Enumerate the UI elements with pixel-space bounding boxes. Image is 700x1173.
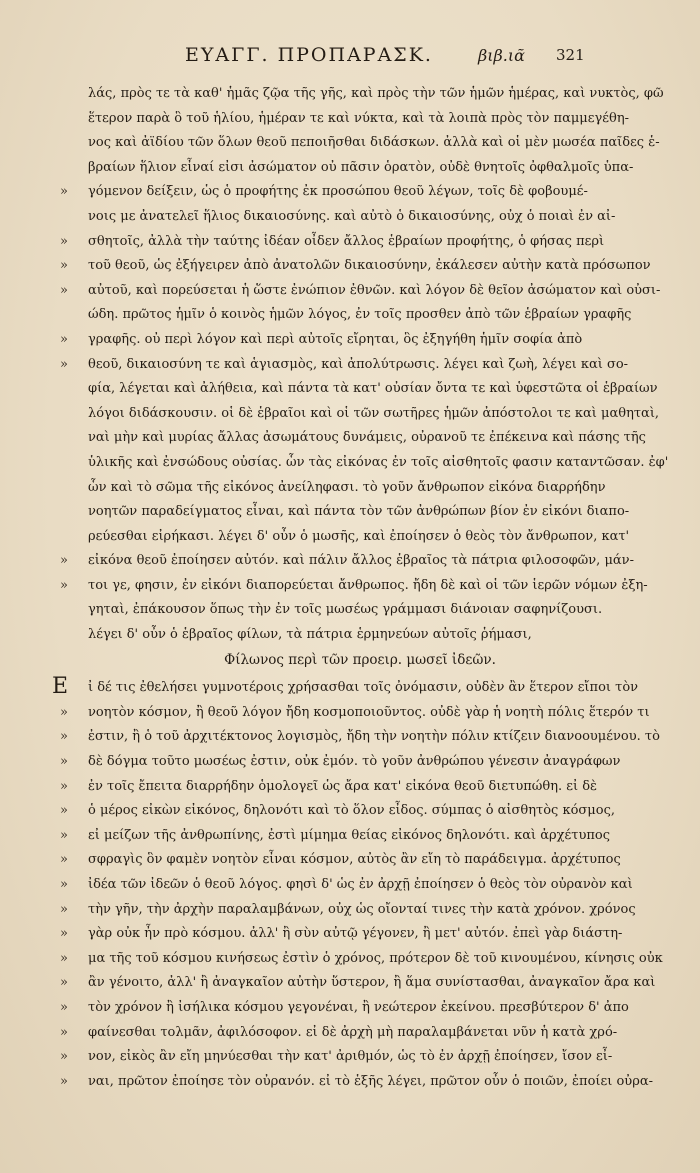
line-text: ἂν γένοιτο, ἀλλ' ἢ ἀναγκαῖον αὐτὴν ὕστερον, ἢ ἅμα συνίστασθαι, ἀναγκαῖον ἄρα καὶ [88,975,656,991]
text-line [60,922,660,947]
text-line [52,674,660,701]
quotation-mark: » [60,877,68,892]
line-text: νοις με ἀνατελεῖ ἥλιος δικαιοσύνης. καὶ αὐτὸ ὁ δικαιοσύνης, οὐχ ὁ ποιαὶ ἐν αἰ- [88,208,616,224]
text-line [60,205,660,230]
line-text: λέγει δ' οὖν ὁ ἑβραῖος φίλων, τὰ πάτρια ἑρμηνεύων αὐτοῖς ῥήμασι, [88,627,532,643]
text-line [60,623,660,648]
quotation-mark: » [60,184,68,200]
text-line [60,82,664,107]
quotation-mark: » [60,1049,68,1065]
line-text: δὲ δόγμα τοῦτο μωσέως ἐστιν, οὐκ ἐμόν. τὸ γοῦν ἀνθρώπου γένεσιν ἀναγράφων [88,754,621,770]
text-line [60,230,660,255]
line-text: ώδη. πρῶτος ἡμῖν ὁ κοινὸς ἡμῶν λόγος, ἐν τοῖς προσθεν ἀπὸ τῶν ἑβραίων γραφῆς [88,307,632,323]
text-line [60,701,660,726]
quotation-mark: » [60,1073,68,1089]
line-text: ἐν τοῖς ἔπειτα διαρρήδην ὁμολογεῖ ὡς ἄρα κατ' εἰκόνα θεοῦ διετυπώθη. εἰ δὲ [88,778,598,794]
line-text: τὸν χρόνον ἢ ἰσήλικα κόσμου γεγονέναι, ἢ νεώτερον ἐκείνου. πρεσβύτερον δ' ἀπο [88,999,629,1015]
line-text: μα τῆς τοῦ κόσμου κινήσεως ἐστὶν ὁ χρόνος, πρότερον δὲ τοῦ κινουμένου, κίνησις οὐκ [88,950,663,966]
text-line [60,824,660,849]
line-text: σφραγὶς ὃν φαμὲν νοητὸν εἶναι κόσμον, αὐτὸς ἂν εἴη τὸ παράδειγμα. ἀρχέτυπος [88,852,621,868]
line-text: λάς, πρὸς τε τὰ καθ' ἡμᾶς ζῷα τῆς γῆς, καὶ πρὸς τὴν τῶν ἡμῶν ἡμέρας, καὶ νυκτὸς, φῶ [88,86,664,101]
line-text: γόμενον δείξειν, ὡς ὁ προφήτης ἐκ προσώπου θεοῦ λέγων, τοῖς δὲ φοβουμέ- [88,184,588,200]
quotation-mark: » [60,729,68,745]
text-line [60,898,660,923]
line-text: εἰ μείζων τῆς ἀνθρωπίνης, ἐστὶ μίμημα θείας εἰκόνος δηλονότι. καὶ ἀρχέτυπος [88,827,611,843]
text-line [60,947,663,972]
line-text: ναι, πρῶτον ἐποίησε τὸν οὐρανόν. εἰ τὸ ἑξῆς λέγει, πρῶτον οὖν ὁ ποιῶν, ἐποίει οὐρα- [88,1073,654,1089]
text-line [60,500,660,525]
text-line [60,1021,660,1046]
text-line [60,725,660,750]
text-line [60,107,660,132]
body-text [52,82,669,1094]
line-text: ὁ μέρος εἰκὼν εἰκόνος, δηλονότι καὶ τὸ ὅλον εἶδος. σύμπας ὁ αἰσθητὸς κόσμος, [88,803,615,819]
text-line [60,451,669,476]
line-text: τοῦ θεοῦ, ὡς ἐξήγειρεν ἀπὸ ἀνατολῶν δικαιοσύνην, ἐκάλεσεν αὐτὴν κατὰ πρόσωπον [88,258,651,274]
text-line [60,476,660,501]
quotation-mark: » [60,754,68,770]
text-line [60,873,660,898]
text-line [60,549,660,574]
text-line [60,156,660,181]
text-line [60,598,660,623]
line-text: αὐτοῦ, καὶ πορεύσεται ἡ ὥστε ἐνώπιον ἐθνῶν. καὶ λόγον δὲ θεῖον ἀσώματον καὶ οὐσι- [88,282,661,298]
line-text: λόγοι διδάσκουσιν. οἱ δὲ ἑβραῖοι καὶ οἱ τῶν σωτῆρες ἡμῶν ἀπόστολοι τε καὶ μαθηταὶ, [88,405,660,421]
line-text: βραίων ἥλιον εἶναί εἰσι ἀσώματον οὐ πᾶσιν ὁρατὸν, οὐδὲ θνητοῖς ὀφθαλμοῖς ὑπα- [88,159,634,175]
text-line [60,328,660,353]
line-text: νοητῶν παραδείγματος εἶναι, καὶ πάντα τὸν τῶν ἀνθρώπων βίον ἐν εἰκόνι διαπο- [88,504,630,520]
text-line [60,525,660,550]
text-line [60,131,660,156]
line-text: ὧν καὶ τὸ σῶμα τῆς εἰκόνος ἀνείληφασι. τὸ γοῦν ἄνθρωπον εἰκόνα διαρρήδην [88,479,606,495]
line-text: ἰ δέ τις ἐθελήσει γυμνοτέροις χρήσασθαι τοῖς ὀνόμασιν, οὐδὲν ἂν ἕτερον εἴποι τὸν [88,680,639,696]
text-line [60,971,660,996]
page-header [0,44,700,70]
text-line [60,750,660,775]
line-text: τὴν γῆν, τὴν ἀρχὴν παραλαμβάνων, οὐχ ὡς οἴονταί τινες τὴν κατὰ χρόνον. χρόνος [88,901,636,917]
quotation-mark: » [60,827,68,843]
text-line [60,377,660,402]
quotation-mark: » [60,331,68,347]
line-text: γὰρ οὐκ ἦν πρὸ κόσμου. ἀλλ' ἢ σὺν αὐτῷ γέγονεν, ἢ μετ' αὐτόν. ἐπεὶ γὰρ διάστη- [88,926,623,942]
text-line [60,303,660,328]
quotation-mark: » [60,926,68,942]
line-text: ἐστιν, ἢ ὁ τοῦ ἀρχιτέκτονος λογισμὸς, ἤδη τὴν νοητὴν πόλιν κτίζειν διανοουμένου. τὸ [88,729,660,745]
quotation-mark: » [60,258,68,274]
line-text: γηταὶ, ἐπάκουσον ὅπως τὴν ἐν τοῖς μωσέως γράμμασι διάνοιαν σαφηνίζουσι. [88,602,603,618]
running-title: ΕΥΑΓΓ. ΠΡΟΠΑΡΑΣΚ. [185,44,433,66]
line-text: φαίνεσθαι τολμᾶν, ἀφιλόσοφον. εἰ δὲ ἀρχὴ μὴ παραλαμβάνεται νῦν ἡ κατὰ χρό- [88,1024,618,1040]
text-line [60,848,660,873]
text-line [60,1070,660,1095]
page-number: 321 [556,46,585,64]
line-text: ναὶ μὴν καὶ μυρίας ἄλλας ἀσωμάτους δυνάμεις, οὐρανοῦ τε ἐπέκεινα καὶ πάσης τῆς [88,430,646,446]
text-line [60,574,660,599]
text-line [60,426,660,451]
line-text: σθητοῖς, ἀλλὰ τὴν ταύτης ἰδέαν οἶδεν ἄλλος ἑβραίων προφήτης, ὁ φήσας περὶ [88,233,605,249]
book-section-reference: βιβ.ιᾶ [478,46,525,65]
quotation-mark: » [60,282,68,298]
subheading: Φίλωνος περὶ τῶν προειρ. μωσεῖ ἰδεῶν. [224,651,496,668]
line-text: νος καὶ ἀϊδίου τῶν ὅλων θεοῦ πεποιῆσθαι διδάσκων. ἀλλὰ καὶ οἱ μὲν μωσέα παῖδες ἑ- [88,135,660,151]
quotation-mark: » [60,778,68,794]
quotation-mark: » [60,1024,68,1040]
line-text: γραφῆς. οὐ περὶ λόγον καὶ περὶ αὐτοῖς εἴρηται, ὃς ἐξηγήθη ἡμῖν σοφία ἀπὸ [88,331,583,347]
line-text: ὑλικῆς καὶ ἐνσώδους οὐσίας. ὧν τὰς εἰκόνας ἐν τοῖς αἰσθητοῖς φασιν καταντῶσαν. ἐφ' [88,454,669,470]
line-text: τοι γε, φησιν, ἐν εἰκόνι διαπορεύεται ἄνθρωπος. ἤδη δὲ καὶ οἱ τῶν ἱερῶν νόμων ἐξη- [88,577,648,593]
quotation-mark: » [60,553,68,569]
text-line [60,799,660,824]
quotation-mark: » [60,852,68,868]
quotation-mark: » [60,356,68,372]
text-line [60,353,660,378]
drop-capital: Ε [52,674,69,700]
text-line [60,775,660,800]
quotation-mark: » [60,975,68,991]
text-line [60,254,660,279]
quotation-mark: » [60,901,68,917]
text-line [60,402,660,427]
text-line [60,996,660,1021]
line-text: ρεύεσθαι εἰρήκασι. λέγει δ' οὖν ὁ μωσῆς, καὶ ἐποίησεν ὁ θεὸς τὸν ἄνθρωπον, κατ' [88,528,630,544]
quotation-mark: » [60,950,68,966]
quotation-mark: » [60,999,68,1015]
quotation-mark: » [60,704,68,720]
text-line [60,1045,660,1070]
line-text: θεοῦ, δικαιοσύνη τε καὶ ἁγιασμὸς, καὶ ἀπολύτρωσις. λέγει καὶ ζωὴ, λέγει καὶ σο- [88,356,629,372]
line-text: νοητὸν κόσμον, ἢ θεοῦ λόγον ἤδη κοσμοποιοῦντος. οὐδὲ γὰρ ἡ νοητὴ πόλις ἕτερόν τι [88,704,650,720]
line-text: φία, λέγεται καὶ ἀλήθεια, καὶ πάντα τὰ κατ' οὐσίαν ὄντα τε καὶ ὑφεστῶτα οἱ ἑβραίων [88,381,658,397]
quotation-mark: » [60,233,68,249]
text-line [60,279,660,304]
line-text: ἰδέα τῶν ἰδεῶν ὁ θεοῦ λόγος. φησὶ δ' ὡς ἐν ἀρχῇ ἐποίησεν ὁ θεὸς τὸν οὐρανὸν καὶ [88,877,633,892]
line-text: ἕτερον παρὰ ὃ τοῦ ἡλίου, ἡμέραν τε καὶ νύκτα, καὶ τὰ λοιπὰ πρὸς τὸν παμμεγέθη- [88,110,630,126]
line-text: εἰκόνα θεοῦ ἐποίησεν αὐτόν. καὶ πάλιν ἄλλος ἑβραῖος τὰ πάτρια φιλοσοφῶν, μάν- [88,553,634,569]
quotation-mark: » [60,577,68,593]
line-text: νον, εἰκὸς ἂν εἴη μηνύεσθαι τὴν κατ' ἀριθμόν, ὡς τὸ ἐν ἀρχῇ ἐποίησεν, ἴσον εἶ- [88,1049,613,1065]
text-line [60,180,660,205]
quotation-mark: » [60,803,68,819]
